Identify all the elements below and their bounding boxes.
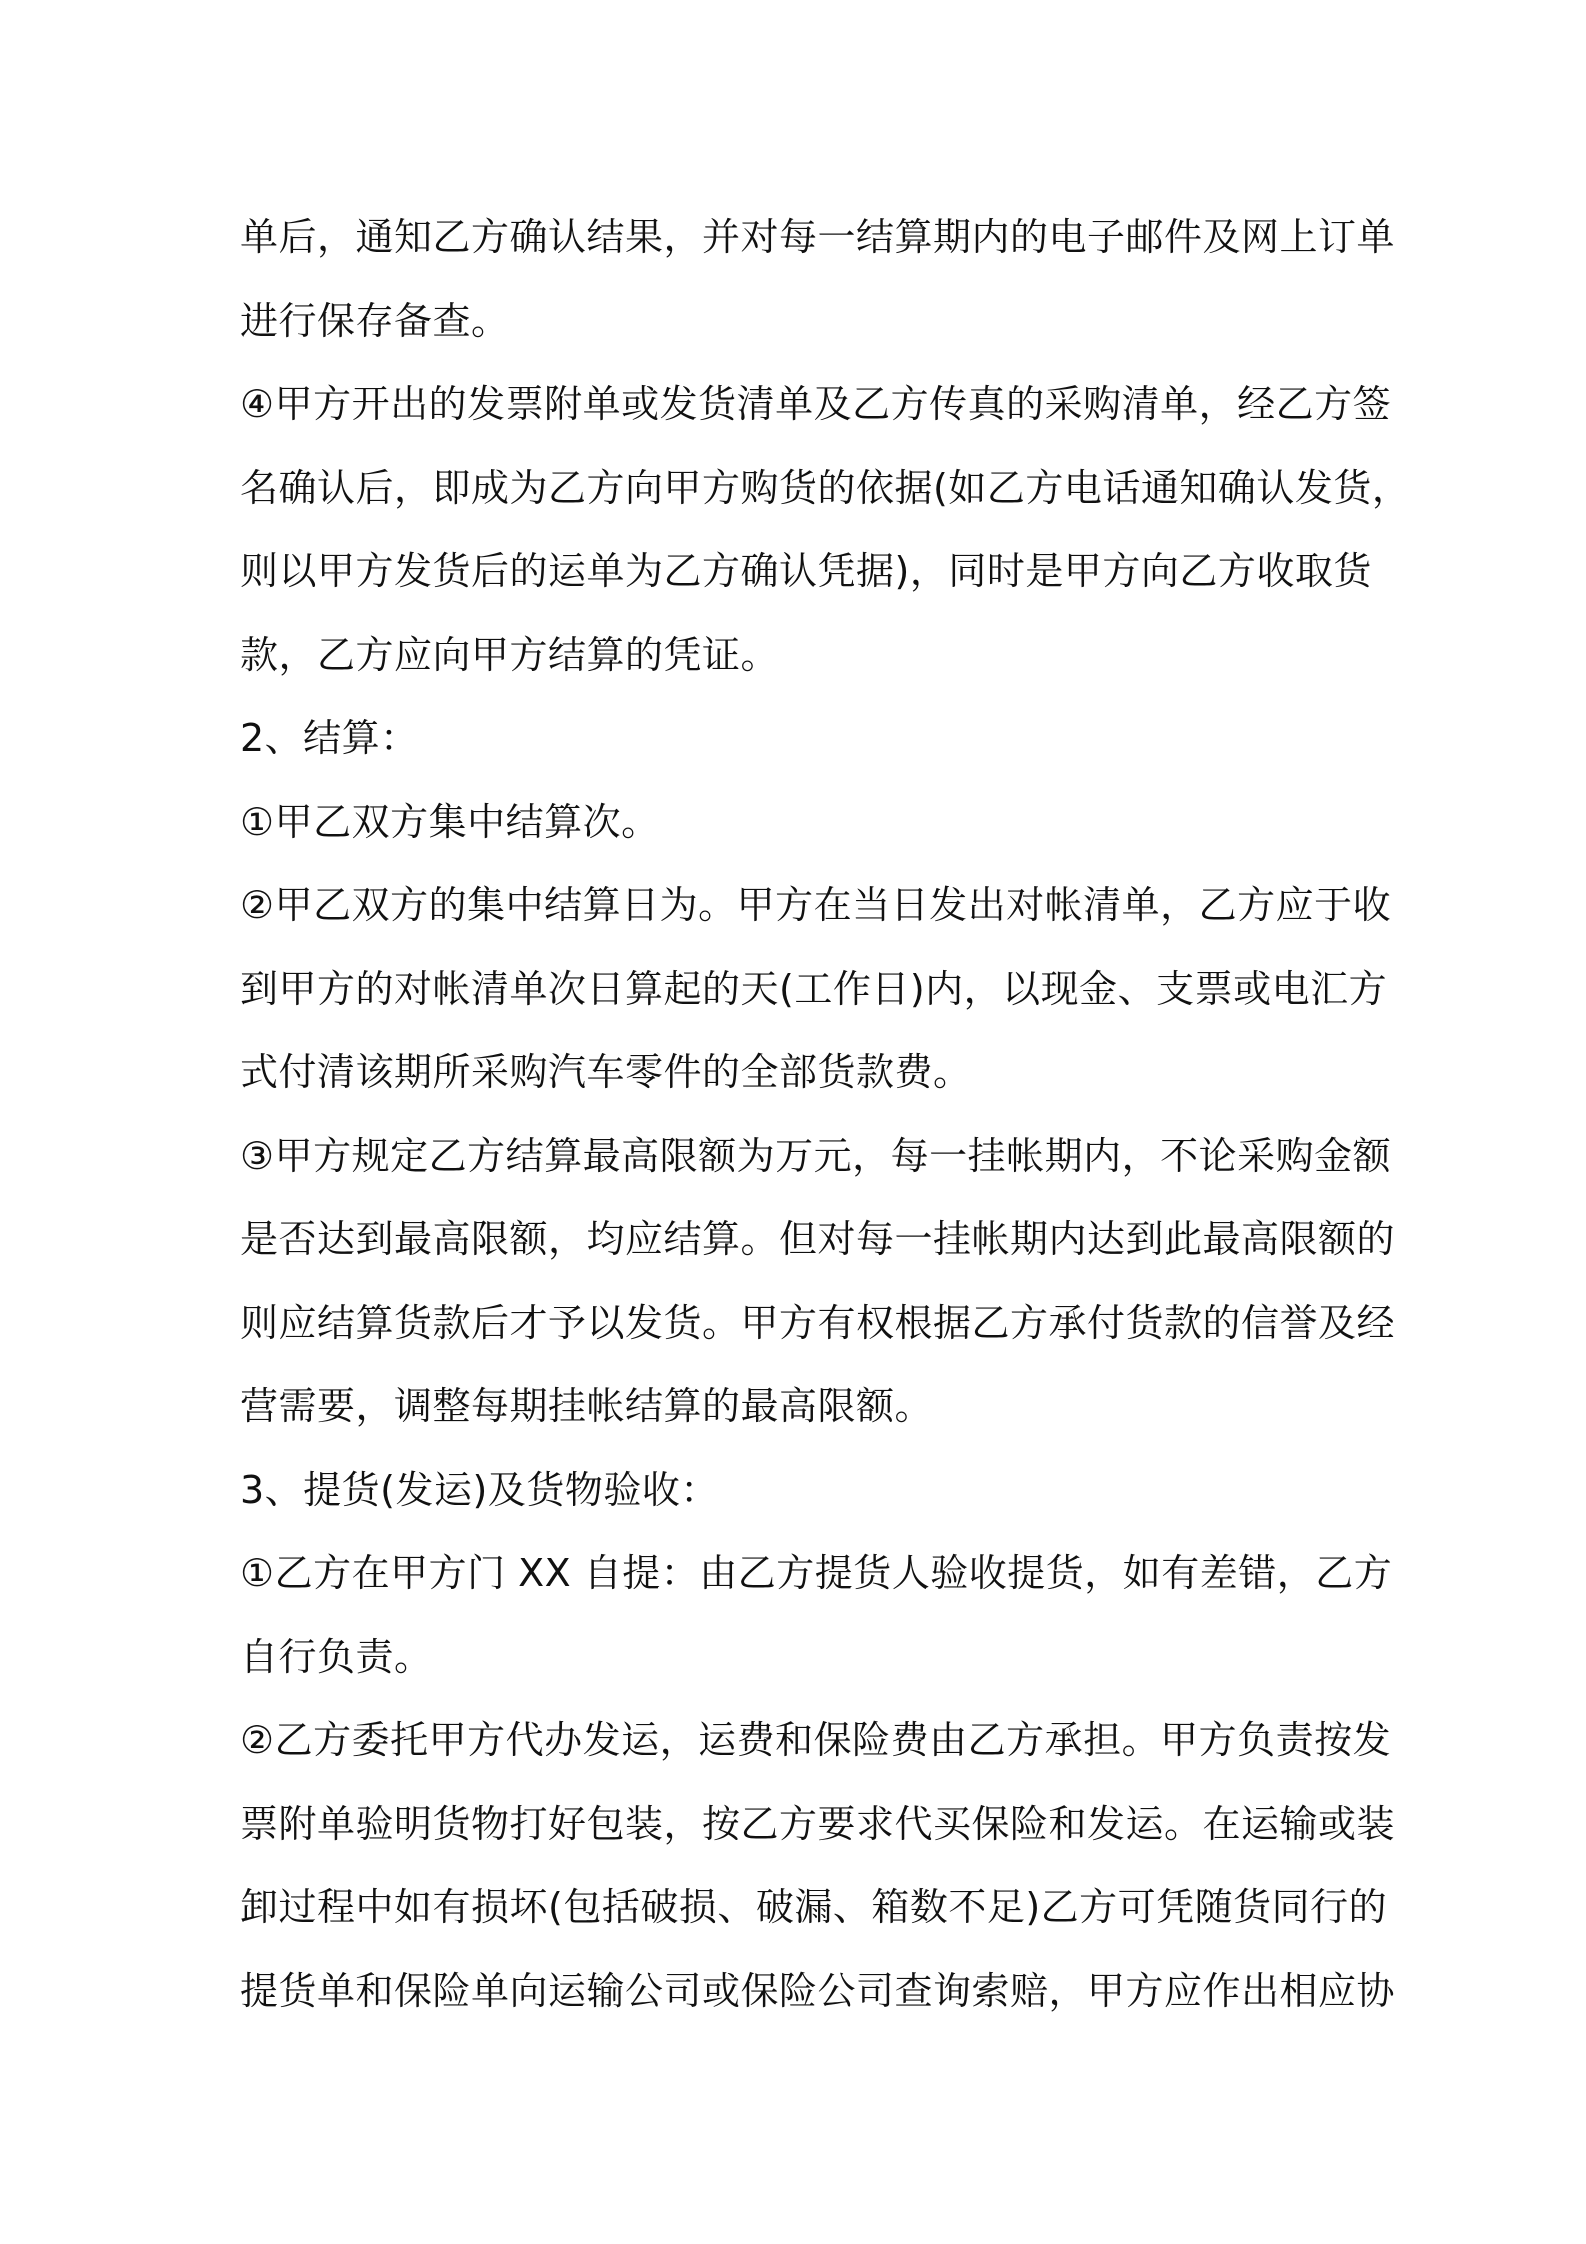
document-body: [240, 196, 1411, 2033]
text-line: ③甲方规定乙方结算最高限额为万元，每一挂帐期内，不论采购金额: [240, 1133, 1392, 1178]
text-line: 自行负责。: [240, 1634, 433, 1679]
section-heading: 2、结算：: [240, 716, 419, 760]
text-line: 提货单和保险单向运输公司或保险公司查询索赔，甲方应作出相应协: [240, 1968, 1396, 2013]
text-line: ①甲乙双方集中结算次。: [240, 799, 660, 844]
text-line: ②乙方委托甲方代办发运，运费和保险费由乙方承担。甲方负责按发: [240, 1718, 1392, 1762]
text-line: 单后，通知乙方确认结果，并对每一结算期内的电子邮件及网上订单: [240, 215, 1396, 259]
text-line: 卸过程中如有损坏(包括破损、破漏、箱数不足)乙方可凭随货同行的: [240, 1885, 1388, 1929]
text-line: 票附单验明货物打好包装，按乙方要求代买保险和发运。在运输或装: [240, 1801, 1396, 1846]
text-line: ①乙方在甲方门 XX 自提：由乙方提货人验收提货，如有差错，乙方: [240, 1551, 1393, 1595]
text-line: ④甲方开出的发票附单或发货清单及乙方传真的采购清单，经乙方签: [240, 382, 1392, 426]
text-line: 则以甲方发货后的运单为乙方确认凭据)，同时是甲方向乙方收取货: [240, 549, 1372, 593]
text-line: 是否达到最高限额，均应结算。但对每一挂帐期内达到此最高限额的: [240, 1217, 1396, 1261]
text-line: 到甲方的对帐清单次日算起的天(工作日)内，以现金、支票或电汇方: [240, 966, 1388, 1011]
text-line: 则应结算货款后才予以发货。甲方有权根据乙方承付货款的信誉及经: [240, 1300, 1396, 1345]
text-line: 式付清该期所采购汽车零件的全部货款费。: [240, 1050, 972, 1094]
text-line: 款，乙方应向甲方结算的凭证。: [240, 632, 780, 677]
text-line: 营需要，调整每期挂帐结算的最高限额。: [240, 1384, 934, 1428]
text-line: ②甲乙双方的集中结算日为。甲方在当日发出对帐清单，乙方应于收: [240, 883, 1392, 927]
section-heading: 3、提货(发运)及货物验收：: [240, 1467, 719, 1512]
text-line: 名确认后，即成为乙方向甲方购货的依据(如乙方电话通知确认发货，: [240, 465, 1411, 510]
text-line: 进行保存备查。: [240, 298, 510, 343]
